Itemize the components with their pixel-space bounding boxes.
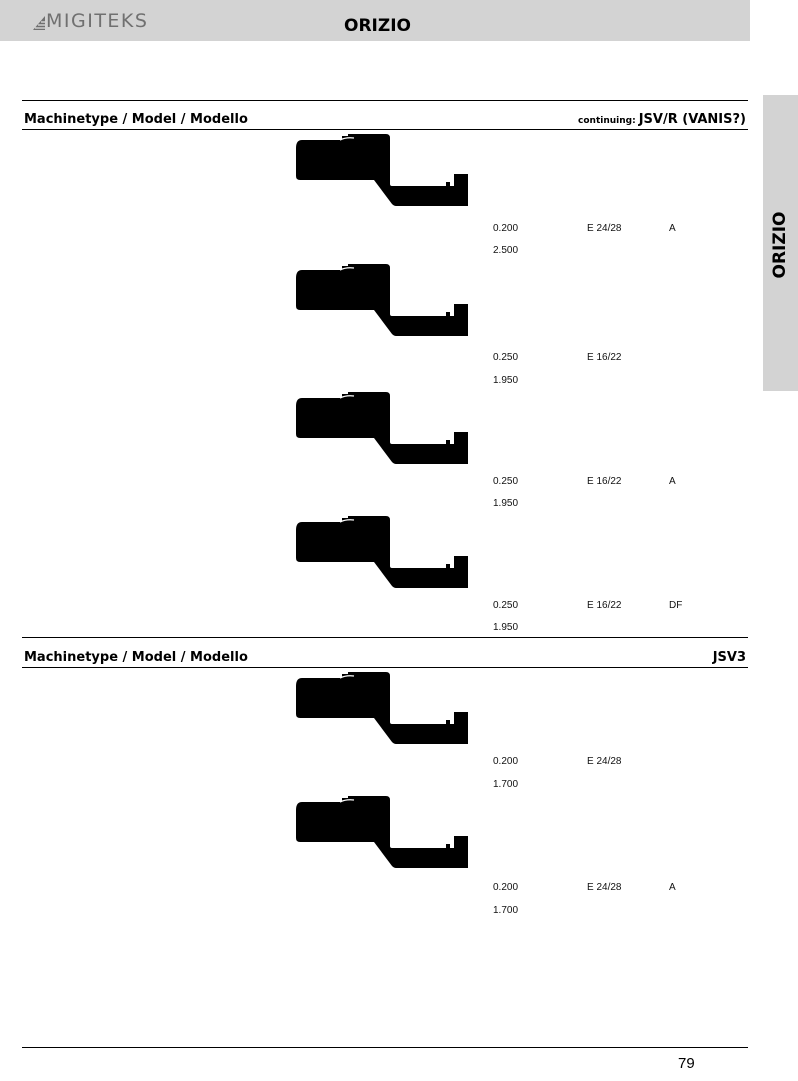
- header-title: ORIZIO: [344, 16, 411, 36]
- height-value: 1.700: [493, 905, 519, 916]
- gauge-value: E 16/22: [587, 352, 622, 363]
- height-value: 2.500: [493, 245, 519, 256]
- code-value: A: [669, 223, 676, 234]
- section-header-rule: [22, 129, 748, 130]
- height-value: 1.950: [493, 498, 519, 509]
- continuing-label: continuing:: [578, 116, 636, 126]
- gauge-value: E 16/22: [587, 600, 622, 611]
- needle-profile-drawing: [296, 796, 472, 868]
- brand-logo: MIGITEKS: [46, 10, 149, 32]
- height-value: 1.950: [493, 375, 519, 386]
- footer-rule: [22, 1047, 748, 1048]
- thickness-value: 0.250: [493, 352, 519, 363]
- section-title: Machinetype / Model / Modello: [24, 112, 248, 127]
- section-header: [22, 112, 748, 130]
- height-value: 1.950: [493, 622, 519, 633]
- model-name: JSV3: [712, 650, 746, 665]
- section-header: [22, 650, 748, 668]
- needle-profile-drawing: [296, 134, 472, 206]
- needle-profile-drawing: [296, 264, 472, 336]
- needle-profile-drawing: [296, 392, 472, 464]
- logo-mark-icon: [33, 16, 45, 30]
- page-header: [0, 0, 750, 41]
- needle-profile-drawing: [296, 672, 472, 744]
- side-tab: [763, 95, 798, 391]
- thickness-value: 0.200: [493, 223, 519, 234]
- section-model: [578, 112, 746, 127]
- section-divider: [22, 100, 748, 101]
- gauge-value: E 24/28: [587, 756, 622, 767]
- thickness-value: 0.250: [493, 600, 519, 611]
- thickness-value: 0.200: [493, 756, 519, 767]
- thickness-value: 0.250: [493, 476, 519, 487]
- gauge-value: E 24/28: [587, 882, 622, 893]
- code-value: A: [669, 476, 676, 487]
- thickness-value: 0.200: [493, 882, 519, 893]
- model-name: JSV/R (VANIS?): [638, 112, 746, 127]
- code-value: DF: [669, 600, 683, 611]
- code-value: A: [669, 882, 676, 893]
- section-divider: [22, 637, 748, 638]
- needle-profile-drawing: [296, 516, 472, 588]
- height-value: 1.700: [493, 779, 519, 790]
- section-header-rule: [22, 667, 748, 668]
- page-number: 79: [678, 1055, 695, 1072]
- side-tab-label: ORIZIO: [770, 211, 790, 279]
- gauge-value: E 24/28: [587, 223, 622, 234]
- gauge-value: E 16/22: [587, 476, 622, 487]
- section-title: Machinetype / Model / Modello: [24, 650, 248, 665]
